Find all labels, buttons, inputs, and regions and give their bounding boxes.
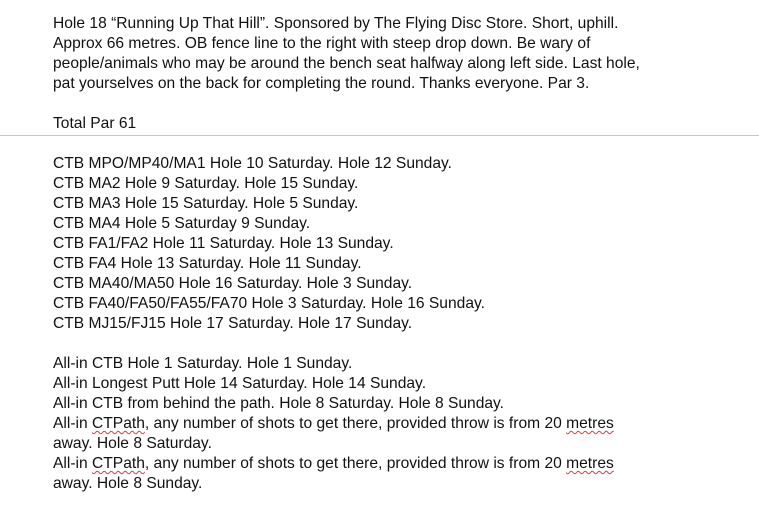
ctb-item: CTB FA4 Hole 13 Saturday. Hole 11 Sunday.: [53, 255, 362, 272]
all-in-ctpath-sunday: [53, 454, 733, 474]
all-in-ctb: All-in CTB Hole 1 Saturday. Hole 1 Sunday.: [53, 355, 353, 372]
ctpath-word: CTPath: [92, 415, 145, 432]
ctb-item: CTB FA40/FA50/FA55/FA70 Hole 3 Saturday. Hole 16 Sunday.: [53, 295, 485, 312]
all-in-ctpath-sunday-line-2: away. Hole 8 Sunday.: [53, 475, 203, 492]
ctb-item: CTB MPO/MP40/MA1 Hole 10 Saturday. Hole 12 Sunday.: [53, 155, 452, 172]
hole-18-line-4: pat yourselves on the back for completing the round. Thanks everyone. Par 3.: [53, 75, 590, 92]
ctpath-text: , any number of shots to get there, provided throw is from 20: [144, 415, 567, 432]
ctb-item: CTB FA1/FA2 Hole 11 Saturday. Hole 13 Sunday.: [53, 235, 394, 252]
hole-18-line-2: Approx 66 metres. OB fence line to the right with steep drop down. Be wary of: [53, 35, 591, 52]
ctb-item: CTB MA2 Hole 9 Saturday. Hole 15 Sunday.: [53, 175, 359, 192]
all-in-ctb-behind-path: All-in CTB from behind the path. Hole 8 Saturday. Hole 8 Sunday.: [53, 395, 505, 412]
metres-word: metres: [566, 415, 614, 432]
hole-18-line-3: people/animals who may be around the bench seat halfway along left side. Last hole,: [53, 55, 640, 72]
ctpath-text: , any number of shots to get there, provided throw is from 20: [144, 455, 567, 472]
hole-18-description: [53, 14, 733, 94]
ctb-item: CTB MA4 Hole 5 Saturday 9 Sunday.: [53, 215, 311, 232]
total-par-block: [53, 114, 733, 134]
total-par: Total Par 61: [53, 115, 137, 132]
page-divider: [0, 135, 759, 136]
ctb-item: CTB MA3 Hole 15 Saturday. Hole 5 Sunday.: [53, 195, 359, 212]
ctpath-prefix: All-in: [53, 415, 92, 432]
ctpath-word: CTPath: [92, 455, 145, 472]
ctpath-prefix: All-in: [53, 455, 92, 472]
ctb-item: CTB MA40/MA50 Hole 16 Saturday. Hole 3 Sunday.: [53, 275, 413, 292]
all-in-ctpath-saturday-line-2: away. Hole 8 Saturday.: [53, 435, 212, 452]
metres-word: metres: [566, 455, 614, 472]
all-in-list: [53, 354, 733, 494]
all-in-longest-putt: All-in Longest Putt Hole 14 Saturday. Hole 14 Sunday.: [53, 375, 427, 392]
all-in-ctpath-saturday: [53, 414, 733, 434]
ctb-list: [53, 154, 733, 334]
hole-18-line-1: Hole 18 “Running Up That Hill”. Sponsored by The Flying Disc Store. Short, uphill.: [53, 15, 619, 32]
ctb-item: CTB MJ15/FJ15 Hole 17 Saturday. Hole 17 Sunday.: [53, 315, 413, 332]
